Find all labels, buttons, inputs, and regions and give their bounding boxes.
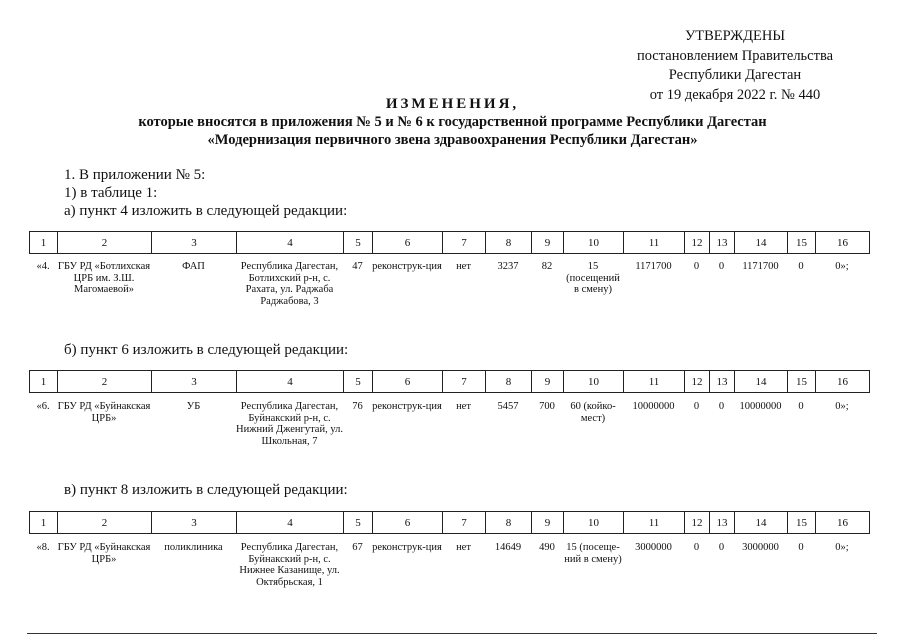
column-number: 2 [58,512,152,534]
approval-line-3: Республики Дагестан [668,67,802,83]
cell-col5: 76 [352,401,363,412]
column-number: 7 [443,512,486,534]
cell-col12: 0 [693,542,700,553]
cell-col11: 3000000 [635,542,672,553]
section-b-column-numbers [29,370,870,393]
column-number: 14 [735,371,788,393]
column-number: 13 [710,371,735,393]
column-number: 11 [624,512,685,534]
cell-address: Республика Дагестан, Ботлихский р-н, с. Рахата, ул. Раджаба Раджабова, 3 [240,261,339,307]
column-number: 15 [788,232,816,254]
cell-institution: ГБУ РД «Буйнакская ЦРБ» [57,542,151,565]
cell-col14: 1171700 [742,261,779,272]
document-subtitle-line-2: «Модернизация первичного звена здравоохранения Республики Дагестан» [207,132,698,148]
column-number: 5 [344,512,373,534]
cell-col9: 82 [541,261,553,272]
column-number: 15 [788,371,816,393]
cell-col15: 0 [798,542,804,553]
intro-paragraph-1: 1. В приложении № 5: [64,167,206,183]
document-subtitle-line-1: которые вносятся в приложения № 5 и № 6 к государственной программе Республики Дагестан [138,114,767,130]
approval-stamp [600,27,870,105]
column-number: 5 [344,232,373,254]
cell-item-number: «6. [36,401,50,412]
cell-capacity: 15 (посещений в смену) [566,261,620,295]
section-c-label: в) пункт 8 изложить в следующей редакции: [64,482,348,498]
cell-col15: 0 [798,261,804,272]
cell-col15: 0 [798,401,804,412]
column-number: 12 [685,512,710,534]
column-number: 16 [816,512,870,534]
cell-address: Республика Дагестан, Буйнакский р-н, с. Нижнее Казанище, ул. Октябрьская, 1 [239,542,340,588]
column-number: 6 [373,512,443,534]
approval-line-2: постановлением Правительства [636,47,834,64]
cell-col7: нет [456,542,471,553]
cell-col8: 5457 [497,401,519,412]
approval-line-4: от 19 декабря 2022 г. № 440 [649,86,821,103]
cell-col8: 14649 [494,542,522,553]
cell-item-number: «8. [36,542,50,553]
cell-col14: 10000000 [739,401,782,412]
cell-col12: 0 [693,401,700,412]
column-number: 14 [735,512,788,534]
approval-line-1: УТВЕРЖДЕНЫ [684,28,786,44]
intro-paragraph-2: 1) в таблице 1: [64,185,158,201]
column-number: 1 [30,512,58,534]
column-number: 13 [710,512,735,534]
table-row-point-4 [29,261,869,341]
column-number: 4 [237,232,344,254]
column-number: 15 [788,512,816,534]
column-number: 8 [486,232,532,254]
cell-col13: 0 [718,401,725,412]
cell-col7: нет [456,401,471,412]
column-number: 16 [816,371,870,393]
cell-institution: ГБУ РД «Буйнакская ЦРБ» [57,401,151,424]
cell-address: Республика Дагестан, Буйнакский р-н, с. Нижний Дженгутай, ул. Школьная, 7 [236,401,343,447]
table-row-point-6 [29,401,869,481]
cell-col14: 3000000 [742,542,779,553]
column-number: 2 [58,232,152,254]
document-heading: ИЗМЕНЕНИЯ, [385,96,520,112]
column-number: 3 [152,512,237,534]
cell-col5: 67 [352,542,363,553]
column-number: 6 [373,232,443,254]
column-number: 3 [152,371,237,393]
cell-work-type: реконструк-ция [372,261,442,272]
cell-item-number: «4. [36,261,50,272]
column-number: 11 [624,232,685,254]
column-number: 6 [373,371,443,393]
column-number: 10 [564,371,624,393]
cell-col9: 490 [539,542,555,553]
cell-work-type: реконструк-ция [372,401,442,412]
column-number: 9 [532,232,564,254]
column-number: 4 [237,371,344,393]
cell-col11: 10000000 [632,401,675,412]
cell-col11: 1171700 [635,261,672,272]
cell-capacity: 15 (посеще-ний в смену) [564,542,622,565]
column-number: 7 [443,232,486,254]
column-number: 3 [152,232,237,254]
cell-col9: 700 [539,401,555,412]
column-number: 12 [685,371,710,393]
column-number: 1 [30,232,58,254]
column-number: 14 [735,232,788,254]
column-number: 5 [344,371,373,393]
column-number: 11 [624,371,685,393]
column-number: 8 [486,512,532,534]
cell-col16: 0»; [835,261,849,272]
cell-work-type: реконструк-ция [372,542,442,553]
column-number: 1 [30,371,58,393]
section-c-column-numbers [29,511,870,534]
cell-facility-type: УБ [186,401,201,412]
column-number: 16 [816,232,870,254]
cell-col7: нет [456,261,471,272]
column-number: 7 [443,371,486,393]
column-number: 12 [685,232,710,254]
section-a-label: а) пункт 4 изложить в следующей редакции: [64,203,348,219]
column-number: 10 [564,512,624,534]
column-number: 8 [486,371,532,393]
column-number: 9 [532,512,564,534]
column-number: 4 [237,512,344,534]
page-bottom-rule [27,633,877,634]
column-number: 9 [532,371,564,393]
cell-facility-type: ФАП [182,261,205,272]
cell-capacity: 60 (койко-мест) [570,401,616,424]
column-number: 2 [58,371,152,393]
section-a-column-numbers [29,231,870,254]
section-b-label: б) пункт 6 изложить в следующей редакции: [64,342,349,358]
table-row-point-8 [29,542,869,622]
cell-col16: 0»; [835,401,849,412]
cell-col13: 0 [718,542,725,553]
cell-col12: 0 [693,261,700,272]
cell-col13: 0 [718,261,725,272]
column-number: 13 [710,232,735,254]
cell-col8: 3237 [497,261,519,272]
cell-col5: 47 [352,261,363,272]
column-number: 10 [564,232,624,254]
cell-facility-type: поликлиника [164,542,223,553]
cell-institution: ГБУ РД «Ботлихская ЦРБ им. З.Ш. Магомаевой» [57,261,151,295]
cell-col16: 0»; [835,542,849,553]
